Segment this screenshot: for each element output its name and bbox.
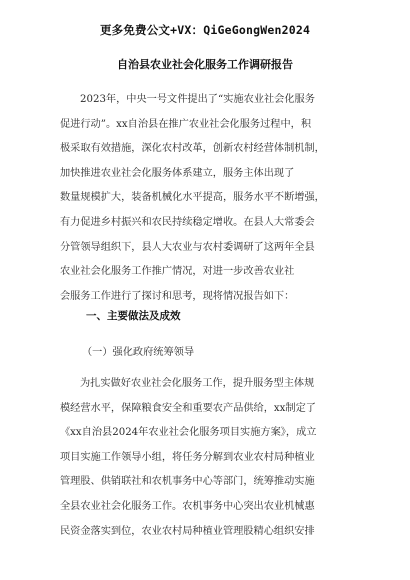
paragraph-line: 管理股、供销联社和农机事务中心等部门，统筹推动实施 — [60, 476, 315, 488]
subsection-heading: （一）强化政府统筹领导 — [82, 347, 195, 358]
paragraph-line: 农业社会化服务工作推广情况，对进一步改善农业社 — [60, 266, 295, 278]
subsection-paragraph — [60, 372, 360, 544]
section-heading: 一、主要做法及成效 — [86, 310, 181, 322]
paragraph-line: 会服务工作进行了探讨和思考，现将情况报告如下： — [60, 290, 295, 302]
document-title: 自治县农业社会化服务工作调研报告 — [117, 58, 293, 71]
paragraph-line: 分管领导组织下，县人大农业与农村委调研了这两年全县 — [60, 241, 315, 253]
promo-banner: 更多免费公文+VX：QiGeGongWen2024 — [99, 23, 311, 37]
paragraph-line: 有力促进乡村振兴和农民持续稳定增收。在县人大常委会 — [60, 216, 315, 228]
paragraph-line: 民资金落实到位，农业农村局种植业管理股精心组织安排 — [60, 525, 315, 537]
paragraph-line: 全县农业社会化服务工作。农机事务中心突出农业机械惠 — [60, 500, 315, 512]
paragraph-line: 极采取有效措施，深化农村改革，创新农村经营体制机制， — [60, 143, 325, 155]
paragraph-line: 《xx自治县2024年农业社会化服务项目实施方案》，成立 — [60, 427, 317, 439]
paragraph-line: 数量规模扩大，装备机械化水平提高，服务水平不断增强， — [60, 192, 325, 204]
intro-paragraph — [60, 88, 360, 309]
paragraph-line: 加快推进农业社会化服务体系建立，服务主体出现了 — [60, 167, 295, 179]
paragraph-line: 促进行动”。xx自治县在推广农业社会化服务过程中，积 — [60, 118, 312, 130]
paragraph-line: 模经营水平，保障粮食安全和重要农产品供给，xx制定了 — [60, 402, 316, 414]
paragraph-line: 项目实施工作领导小组，将任务分解到农业农村局种植业 — [60, 451, 315, 463]
paragraph-line: 2023年，中央一号文件提出了“实施农业社会化服务 — [80, 94, 315, 105]
paragraph-line: 为扎实做好农业社会化服务工作，提升服务型主体规 — [80, 378, 315, 389]
